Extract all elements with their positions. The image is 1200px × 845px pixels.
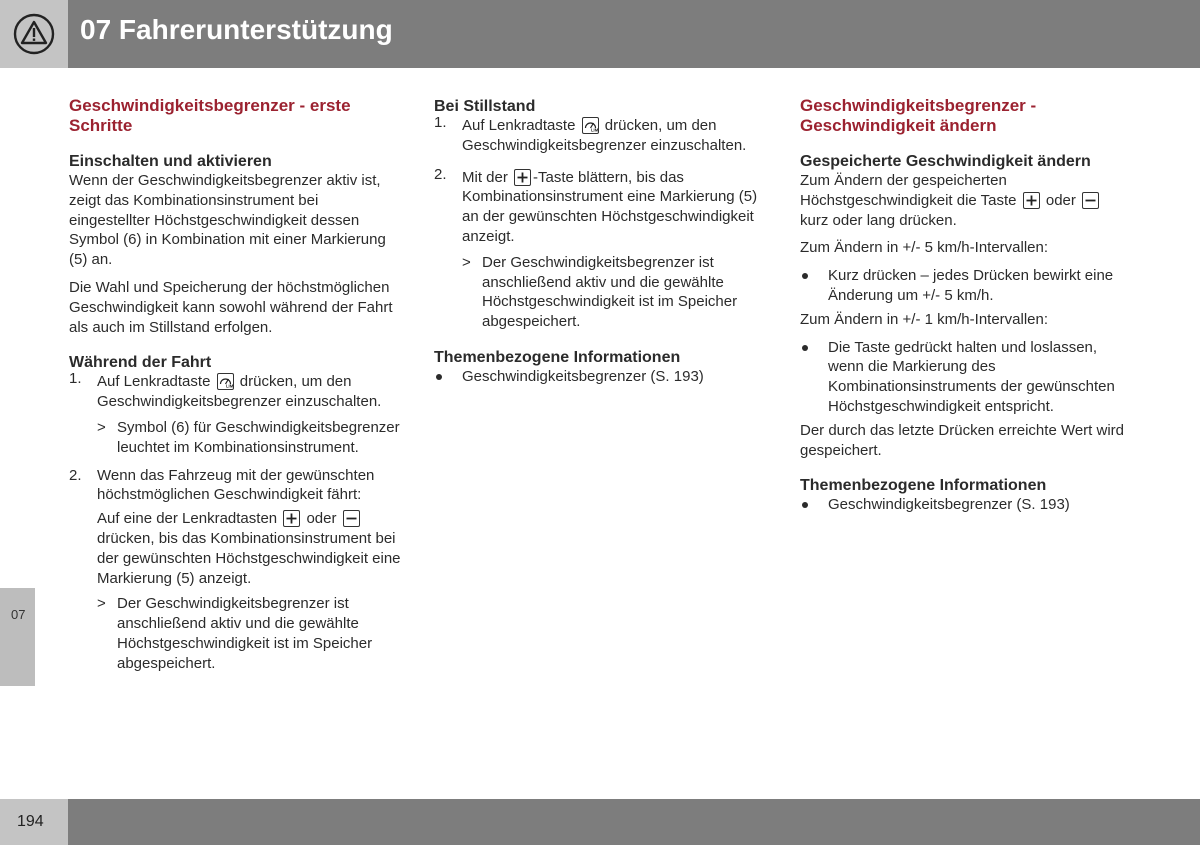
result-arrow: > (97, 595, 106, 613)
chapter-side-tab-label: 07 (11, 607, 26, 622)
step-result (462, 253, 768, 332)
related-link[interactable]: Geschwindigkeitsbegrenzer (S. 193) (828, 496, 1070, 514)
step-number: 2. (434, 165, 447, 183)
step-text: Auf Lenkradtaste (462, 117, 576, 134)
chapter-side-tab (0, 588, 35, 686)
bullet-dot (802, 273, 808, 279)
subheading-standstill: Bei Stillstand (434, 98, 536, 115)
bullet-dot (436, 374, 442, 380)
minus-button-icon (343, 510, 360, 527)
column-2 (434, 96, 768, 391)
step-instruction (97, 509, 401, 588)
paragraph-text: oder (1045, 191, 1076, 209)
plus-button-icon (514, 169, 531, 186)
subheading-activate: Einschalten und aktivieren (69, 153, 272, 170)
warning-triangle-icon (13, 13, 55, 55)
section-title-change-speed: Geschwindigkeitsbegrenzer - Geschwindigkeit ändern (800, 96, 1037, 135)
result-text: Der Geschwindigkeitsbegrenzer ist anschließend aktiv und die gewählte Höchstgeschwindigkeit ist im Speicher abgespeichert. (482, 253, 738, 331)
steps-driving (69, 372, 401, 673)
step-number: 1. (434, 114, 447, 131)
step-text: -Taste blättern, bis das Kombinationsinstrument eine Markierung (5) an der gewünschten Höchstgeschwindigkeit anzeigt. (462, 168, 758, 245)
related-link-item[interactable] (434, 367, 768, 387)
chapter-title: 07 Fahrerunterstützung (80, 14, 393, 45)
step-item (434, 116, 768, 156)
related-link[interactable]: Geschwindigkeitsbegrenzer (S. 193) (462, 367, 704, 385)
page-footer (0, 799, 1200, 845)
step-text: drücken, um den Geschwindigkeitsbegrenzer einzuschalten. (462, 117, 747, 154)
related-links (434, 367, 768, 387)
list-item (800, 266, 1132, 306)
bullet-list-5kmh (800, 266, 1132, 306)
step-text: Auf eine der Lenkradtasten (97, 510, 278, 528)
related-links (800, 495, 1132, 515)
paragraph: Der durch das letzte Drücken erreichte Wert wird gespeichert. (800, 421, 1125, 459)
subheading-change-stored-speed: Gespeicherte Geschwindigkeit ändern (800, 153, 1091, 170)
column-3 (800, 96, 1132, 519)
paragraph: Zum Ändern in +/- 5 km/h-Intervallen: (800, 239, 1049, 257)
chapter-header (0, 0, 1200, 68)
result-arrow: > (97, 418, 106, 436)
bullet-list-1kmh (800, 338, 1132, 417)
step-text: drücken, um den Geschwindigkeitsbegrenzer einzuschalten. (97, 373, 382, 411)
result-text: Der Geschwindigkeitsbegrenzer ist anschließend aktiv und die gewählte Höchstgeschwindigkeit ist im Speicher abgespeichert. (117, 595, 373, 672)
step-number: 2. (69, 466, 82, 484)
list-item-text: Die Taste gedrückt halten und loslassen, wenn die Markierung des Kombinationsinstruments der gewünschten Höchstgeschwindigkeit entspricht. (828, 338, 1115, 415)
bullet-dot (802, 345, 808, 351)
paragraph-text: kurz oder lang drücken. (800, 211, 957, 229)
step-text: Auf Lenkradtaste (97, 373, 211, 391)
list-item (800, 338, 1132, 417)
paragraph (800, 171, 1132, 230)
step-number: 1. (69, 370, 82, 388)
minus-button-icon (1082, 192, 1099, 209)
step-item (434, 165, 768, 332)
list-item-text: Kurz drücken – jedes Drücken bewirkt eine Änderung um +/- 5 km/h. (828, 267, 1114, 304)
bullet-dot (802, 502, 808, 508)
paragraph: Zum Ändern in +/- 1 km/h-Intervallen: (800, 310, 1049, 328)
step-text: Wenn das Fahrzeug mit der gewünschten höchstmöglichen Geschwindigkeit fährt: (97, 466, 375, 504)
step-result (97, 594, 401, 673)
page-number: 194 (17, 813, 44, 830)
column-1 (69, 96, 401, 682)
footer-page-tab (0, 799, 68, 845)
steps-standstill (434, 116, 768, 332)
speed-limiter-button-icon (582, 117, 599, 134)
plus-button-icon (1023, 192, 1040, 209)
plus-button-icon (283, 510, 300, 527)
step-item (69, 372, 401, 457)
svg-text:LIM: LIM (590, 127, 598, 133)
step-item (69, 466, 401, 674)
header-icon-tab (0, 0, 68, 68)
subheading-driving: Während der Fahrt (69, 354, 212, 372)
result-arrow: > (462, 253, 471, 271)
step-result (97, 418, 401, 458)
paragraph-text: Zum Ändern der gespeicherten Höchstgeschwindigkeit die Taste (800, 172, 1017, 209)
step-text: drücken, bis das Kombinationsinstrument bei der gewünschten Höchstgeschwindigkeit eine Markierung (5) anzeigt. (97, 529, 401, 587)
paragraph: Die Wahl und Speicherung der höchstmöglichen Geschwindigkeit kann sowohl während der Fahrt als auch im Stillstand erfolgen. (69, 278, 393, 336)
speed-limiter-button-icon (217, 373, 234, 390)
section-title-first-steps: Geschwindigkeitsbegrenzer - erste Schritte (69, 96, 351, 135)
result-text: Symbol (6) für Geschwindigkeitsbegrenzer leuchtet im Kombinationsinstrument. (117, 418, 400, 456)
subheading-related-info: Themenbezogene Informationen (800, 477, 1047, 495)
svg-text:LIM: LIM (225, 383, 233, 389)
paragraph: Wenn der Geschwindigkeitsbegrenzer aktiv ist, zeigt das Kombinationsinstrument bei eingestellter Höchstgeschwindigkeit dessen Symbol (6) in Kombination mit einer Markierung (5) an. (69, 172, 386, 269)
step-text: oder (306, 510, 337, 528)
related-link-item[interactable] (800, 495, 1132, 515)
subheading-related-info: Themenbezogene Informationen (434, 348, 681, 366)
step-text: Mit der (462, 168, 508, 186)
